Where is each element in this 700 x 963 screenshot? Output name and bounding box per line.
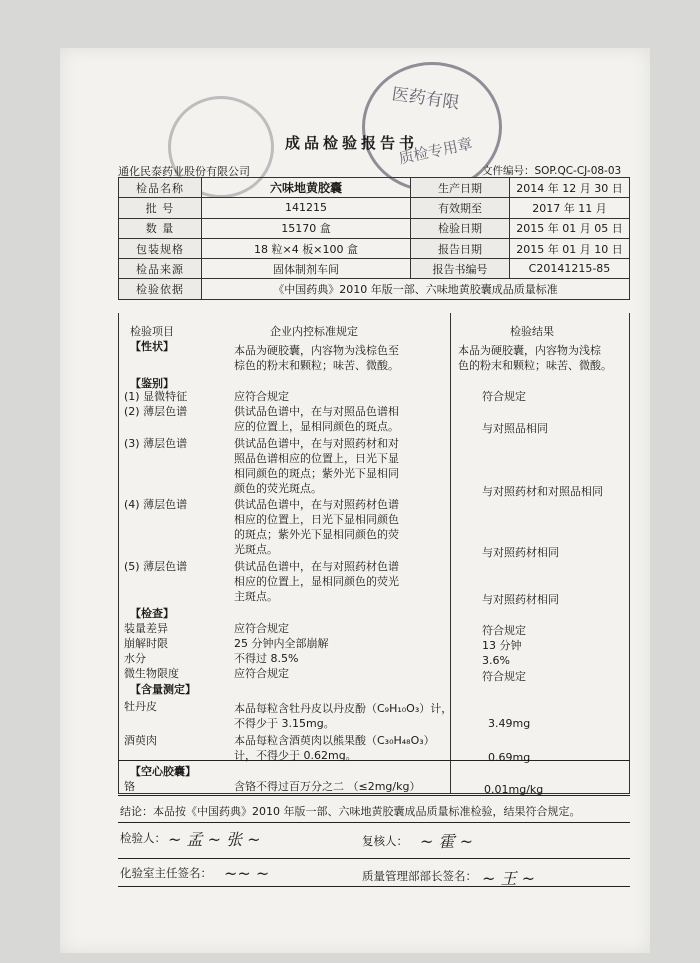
item-label: 牡丹皮 (124, 700, 157, 713)
result-text: 与对照品相同 (482, 422, 548, 435)
std-text: 不得少于 3.15mg。 (234, 717, 335, 730)
basis-label: 检验依据 (119, 279, 202, 299)
result-text: 0.01mg/kg (484, 783, 544, 796)
result-text: 本品为硬胶囊，内容物为浅棕 (458, 344, 601, 357)
item-label: 铬 (124, 780, 135, 793)
std-text: 棕色的粉末和颗粒；味苦、微酸。 (234, 359, 399, 372)
item-label: (5) 薄层色谱 (124, 560, 188, 573)
result-text: 色的粉末和颗粒；味苦、微酸。 (458, 359, 612, 372)
std-text: 应符合规定 (234, 622, 289, 635)
header-result: 检验结果 (510, 325, 554, 338)
stamp-text-bottom: 质检专用章 (397, 134, 475, 168)
lab-director-signature: ~~ ~ (224, 864, 270, 883)
info-label: 检验日期 (411, 218, 510, 238)
std-text: 供试品色谱中，在与对照药材色谱 (234, 560, 399, 573)
item-label: 酒萸肉 (124, 734, 157, 747)
std-text: 本品每粒含牡丹皮以丹皮酚（C₉H₁₀O₃）计， (234, 702, 453, 715)
info-row (119, 238, 630, 258)
result-text: 与对照药材和对照品相同 (482, 485, 603, 498)
item-label: (1) 显微特征 (124, 390, 188, 403)
info-label: 包装规格 (119, 238, 202, 258)
std-text: 含铬不得过百万分之二 （≤2mg/kg） (234, 780, 421, 793)
qa-director-label: 质量管理部部长签名： (362, 869, 477, 883)
info-value: 2014 年 12 月 30 日 (510, 178, 630, 198)
reviewer-signature: ~ 霍 ~ (420, 832, 473, 851)
item-label: 崩解时限 (124, 637, 168, 650)
info-label: 数 量 (119, 218, 202, 238)
std-text: 应符合规定 (234, 390, 289, 403)
std-text: 相应的位置上，日光下显相同颜色 (234, 513, 399, 526)
item-label: 装量差异 (124, 622, 168, 635)
company-name: 通化民泰药业股份有限公司 (118, 165, 250, 178)
std-text: 本品为硬胶囊，内容物为浅棕色至 (234, 344, 399, 357)
std-text: 光斑点。 (234, 543, 278, 556)
qa-director-signature: ~ 王 ~ (482, 869, 535, 888)
std-text: 供试品色谱中，在与对照药材和对 (234, 437, 399, 450)
info-label: 生产日期 (411, 178, 510, 198)
std-text: 不得过 8.5% (234, 652, 299, 665)
item-label: (2) 薄层色谱 (124, 405, 188, 418)
section-kongxin: 【空心胶囊】 (130, 765, 196, 778)
info-value: 18 粒×4 板×100 盒 (202, 238, 411, 258)
item-label: 水分 (124, 652, 146, 665)
lab-director-label: 化验室主任签名： (120, 866, 212, 880)
section-hanliang: 【含量测定】 (130, 683, 196, 696)
document-title: 成品检验报告书 (285, 134, 419, 152)
item-label: 微生物限度 (124, 667, 179, 680)
header-item: 检验项目 (130, 325, 174, 338)
section-jiancha: 【检查】 (130, 607, 174, 620)
result-text: 13 分钟 (482, 639, 522, 652)
inspection-stamp (362, 62, 502, 192)
info-value: C20141215-85 (510, 259, 630, 279)
bottom-line (118, 886, 630, 887)
basis-row (119, 279, 630, 299)
conclusion-top-line (118, 795, 630, 796)
column-divider (450, 313, 451, 793)
reviewer-label: 复核人： (362, 834, 408, 848)
item-label: (3) 薄层色谱 (124, 437, 188, 450)
info-row (119, 259, 630, 279)
info-value: 2015 年 01 月 05 日 (510, 218, 630, 238)
info-value: 141215 (202, 198, 411, 218)
info-row (119, 198, 630, 218)
section-jianbie: 【鉴别】 (130, 377, 174, 390)
header-standard: 企业内控标准规定 (270, 325, 358, 338)
conclusion-bottom-line (118, 822, 630, 823)
std-text: 本品每粒含酒萸肉以熊果酸（C₃₀H₄₈O₃） (234, 734, 435, 747)
std-text: 应符合规定 (234, 667, 289, 680)
result-text: 3.6% (482, 654, 510, 667)
std-text: 颜色的荧光斑点。 (234, 482, 322, 495)
std-text: 25 分钟内全部崩解 (234, 637, 329, 650)
item-label: (4) 薄层色谱 (124, 498, 188, 511)
inspector-label: 检验人： (120, 831, 166, 845)
info-label: 检品名称 (119, 178, 202, 198)
result-text: 与对照药材相同 (482, 546, 559, 559)
std-text: 主斑点。 (234, 590, 278, 603)
std-text: 计，不得少于 0.62mg。 (234, 749, 357, 762)
info-label: 报告书编号 (411, 259, 510, 279)
product-name: 六味地黄胶囊 (202, 178, 411, 198)
file-number: 文件编号：SOP.QC-CJ-08-03 (482, 165, 622, 177)
result-text: 与对照药材相同 (482, 593, 559, 606)
result-text: 0.69mg (488, 751, 531, 764)
inspector-signature: ~ 孟 ~ 张 ~ (168, 830, 261, 849)
info-label: 批 号 (119, 198, 202, 218)
info-value: 15170 盒 (202, 218, 411, 238)
info-table (118, 177, 630, 300)
std-text: 供试品色谱中，在与对照药材色谱 (234, 498, 399, 511)
basis-value: 《中国药典》2010 年版一部、六味地黄胶囊成品质量标准 (202, 279, 630, 299)
result-text: 符合规定 (482, 390, 526, 403)
result-text: 符合规定 (482, 670, 526, 683)
std-text: 供试品色谱中，在与对照品色谱相 (234, 405, 399, 418)
row-divider (118, 760, 630, 761)
info-label: 检品来源 (119, 259, 202, 279)
info-value: 2015 年 01 月 10 日 (510, 238, 630, 258)
conclusion: 结论：本品按《中国药典》2010 年版一部、六味地黄胶囊成品质量标准检验，结果符合规定。 (120, 805, 581, 818)
std-text: 照品色谱相应的位置上，日光下显 (234, 452, 399, 465)
std-text: 相应的位置上，显相同颜色的荧光 (234, 575, 399, 588)
stamp-text-top: 医药有限 (390, 84, 461, 114)
result-text: 符合规定 (482, 624, 526, 637)
result-text: 3.49mg (488, 717, 531, 730)
signature-divider (118, 858, 630, 859)
section-xingzhuang: 【性状】 (130, 340, 174, 353)
info-row (119, 178, 630, 198)
info-value: 2017 年 11 月 (510, 198, 630, 218)
info-label: 有效期至 (411, 198, 510, 218)
std-text: 相同颜色的斑点；紫外光下显相同 (234, 467, 399, 480)
info-label: 报告日期 (411, 238, 510, 258)
std-text: 应的位置上，显相同颜色的斑点。 (234, 420, 399, 433)
std-text: 的斑点；紫外光下显相同颜色的荧 (234, 528, 399, 541)
info-row (119, 218, 630, 238)
info-value: 固体制剂车间 (202, 259, 411, 279)
